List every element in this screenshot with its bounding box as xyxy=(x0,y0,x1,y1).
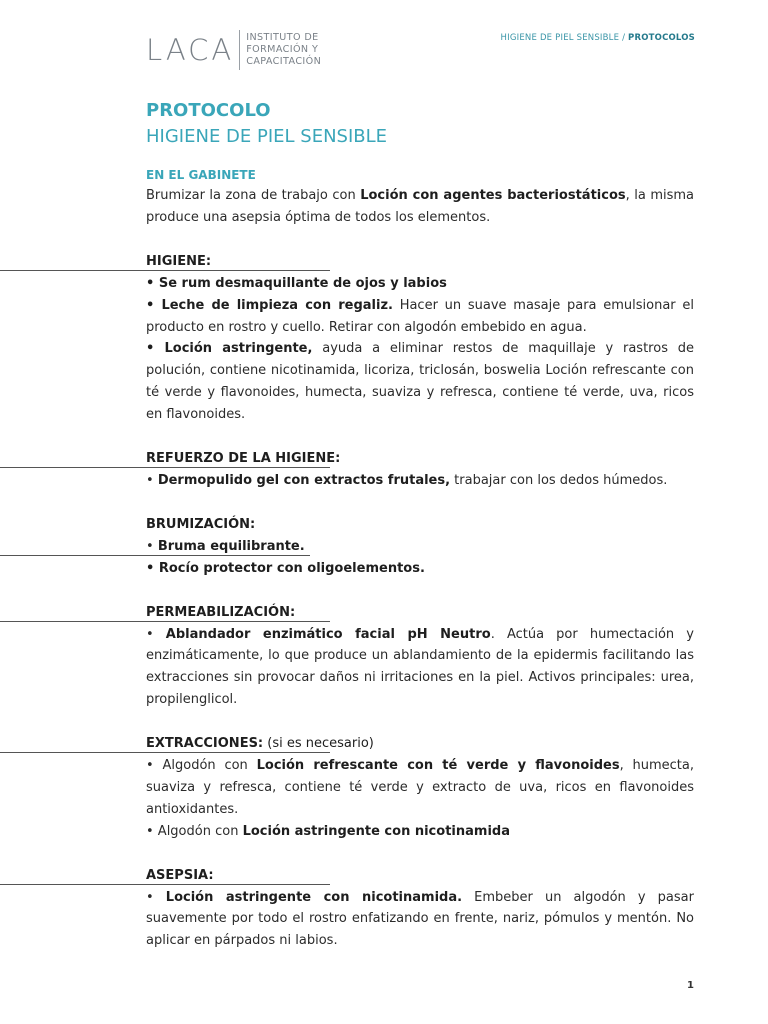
item-bold: • Se rum desmaquillante de ojos y labios xyxy=(146,275,447,291)
heading-text: BRUMIZACIÓN: xyxy=(146,516,256,532)
item-bold: Loción astringente con nicotinamida xyxy=(242,823,510,839)
intro-paragraph xyxy=(146,185,694,229)
heading-rule xyxy=(0,884,330,885)
breadcrumb-section: HIGIENE DE PIEL SENSIBLE / xyxy=(500,33,626,43)
heading-text: HIGIENE: xyxy=(146,253,212,269)
logo-subtitle xyxy=(246,32,321,68)
list-item xyxy=(146,755,694,821)
list-item xyxy=(146,470,694,492)
intro-text: Brumizar la zona de trabajo con xyxy=(146,188,361,203)
item-bold: • Rocío protector con oligoelementos. xyxy=(146,560,425,576)
item-text: ayuda a eliminar restos de maquillaje y rastros de polución, contiene nicotinamida, licoriza, triclosán, boswelia Loción refrescante con té verde y flavonoides, humecta, suaviza y refresca, contiene té verde, uva, ricos en flavonoides. xyxy=(146,341,694,423)
item-bold: Bruma equilibrante. xyxy=(157,538,305,554)
list-item xyxy=(146,536,694,558)
list-item xyxy=(146,887,694,953)
heading-text: ASEPSIA: xyxy=(146,867,214,883)
heading-rule xyxy=(0,270,330,271)
section-kicker: EN EL GABINETE xyxy=(146,168,256,182)
item-text: , humecta, suaviza y refresca, contiene té verde y extracto de uva, ricos en flavonoides antioxidantes. xyxy=(146,758,695,817)
page-number: 1 xyxy=(687,980,694,991)
item-rule xyxy=(0,555,310,556)
laca-logo xyxy=(146,30,321,70)
list-item xyxy=(146,338,694,426)
section-heading-asepsia xyxy=(146,865,694,887)
item-bullet: • xyxy=(146,626,166,642)
logo-line: CAPACITACIÓN xyxy=(246,56,322,67)
item-bold: Dermopulido gel con extractos frutales, xyxy=(157,472,451,488)
list-item xyxy=(146,273,694,295)
item-text: Hacer un suave masaje para emulsionar el producto en rostro y cuello. Retirar con algodón embebido en agua. xyxy=(146,297,694,335)
item-bullet: • xyxy=(146,538,158,554)
section-heading-higiene xyxy=(146,251,694,273)
logo-line: INSTITUTO DE xyxy=(246,32,319,43)
item-bold: • Loción astringente, xyxy=(146,341,313,357)
logo-divider xyxy=(239,30,240,70)
heading-text: PERMEABILIZACIÓN: xyxy=(146,604,296,620)
item-bullet: • xyxy=(146,472,158,488)
item-bold: • Leche de limpieza con regaliz. xyxy=(146,297,393,313)
section-heading-brumizacion xyxy=(146,514,694,536)
list-item xyxy=(146,624,694,712)
heading-text: REFUERZO DE LA HIGIENE: xyxy=(146,451,341,467)
intro-bold: Loción con agentes bacteriostáticos xyxy=(360,188,626,203)
item-bold: Ablandador enzimático facial pH Neutro xyxy=(165,626,491,642)
list-item xyxy=(146,295,694,339)
heading-rule xyxy=(0,752,330,753)
page-title xyxy=(146,98,694,150)
list-item xyxy=(146,821,694,843)
section-heading-permeabilizacion xyxy=(146,602,694,624)
heading-rule xyxy=(0,621,330,622)
item-bold: Loción refrescante con té verde y flavonoides xyxy=(256,758,620,774)
item-bullet: • xyxy=(146,889,166,905)
intro-text: , la misma produce una asepsia óptima de todos los elementos. xyxy=(146,188,694,225)
item-text: Embeber un algodón y pasar suavemente por todo el rostro enfatizando en frente, nariz, pómulos y mentón. No aplicar en párpados ni labios. xyxy=(146,889,694,949)
header-breadcrumb xyxy=(501,33,695,43)
item-prefix: • Algodón con xyxy=(146,823,243,839)
item-bold: Loción astringente con nicotinamida. xyxy=(165,889,463,905)
breadcrumb-current: PROTOCOLOS xyxy=(628,33,695,43)
heading-rule xyxy=(0,467,330,468)
item-text: . Actúa por humectación y enzimáticamente, lo que produce un ablandamiento de la epidermis facilitando las extracciones sin provocar daños ni irritaciones en la piel. Activos principales: urea, propilenglicol. xyxy=(146,626,694,708)
item-prefix: • Algodón con xyxy=(146,758,257,774)
logo-wordmark: LACA xyxy=(146,33,235,67)
section-heading-refuerzo xyxy=(146,448,694,470)
heading-note: (si es necesario) xyxy=(263,736,374,752)
title-line-2: HIGIENE DE PIEL SENSIBLE xyxy=(146,126,388,147)
heading-text: EXTRACCIONES: xyxy=(146,736,264,752)
section-heading-extracciones xyxy=(146,733,694,755)
item-text: trabajar con los dedos húmedos. xyxy=(450,472,668,488)
logo-line: FORMACIÓN Y xyxy=(246,44,319,55)
list-item xyxy=(146,558,694,580)
document-body xyxy=(146,98,694,952)
title-line-1: PROTOCOLO xyxy=(146,100,271,121)
